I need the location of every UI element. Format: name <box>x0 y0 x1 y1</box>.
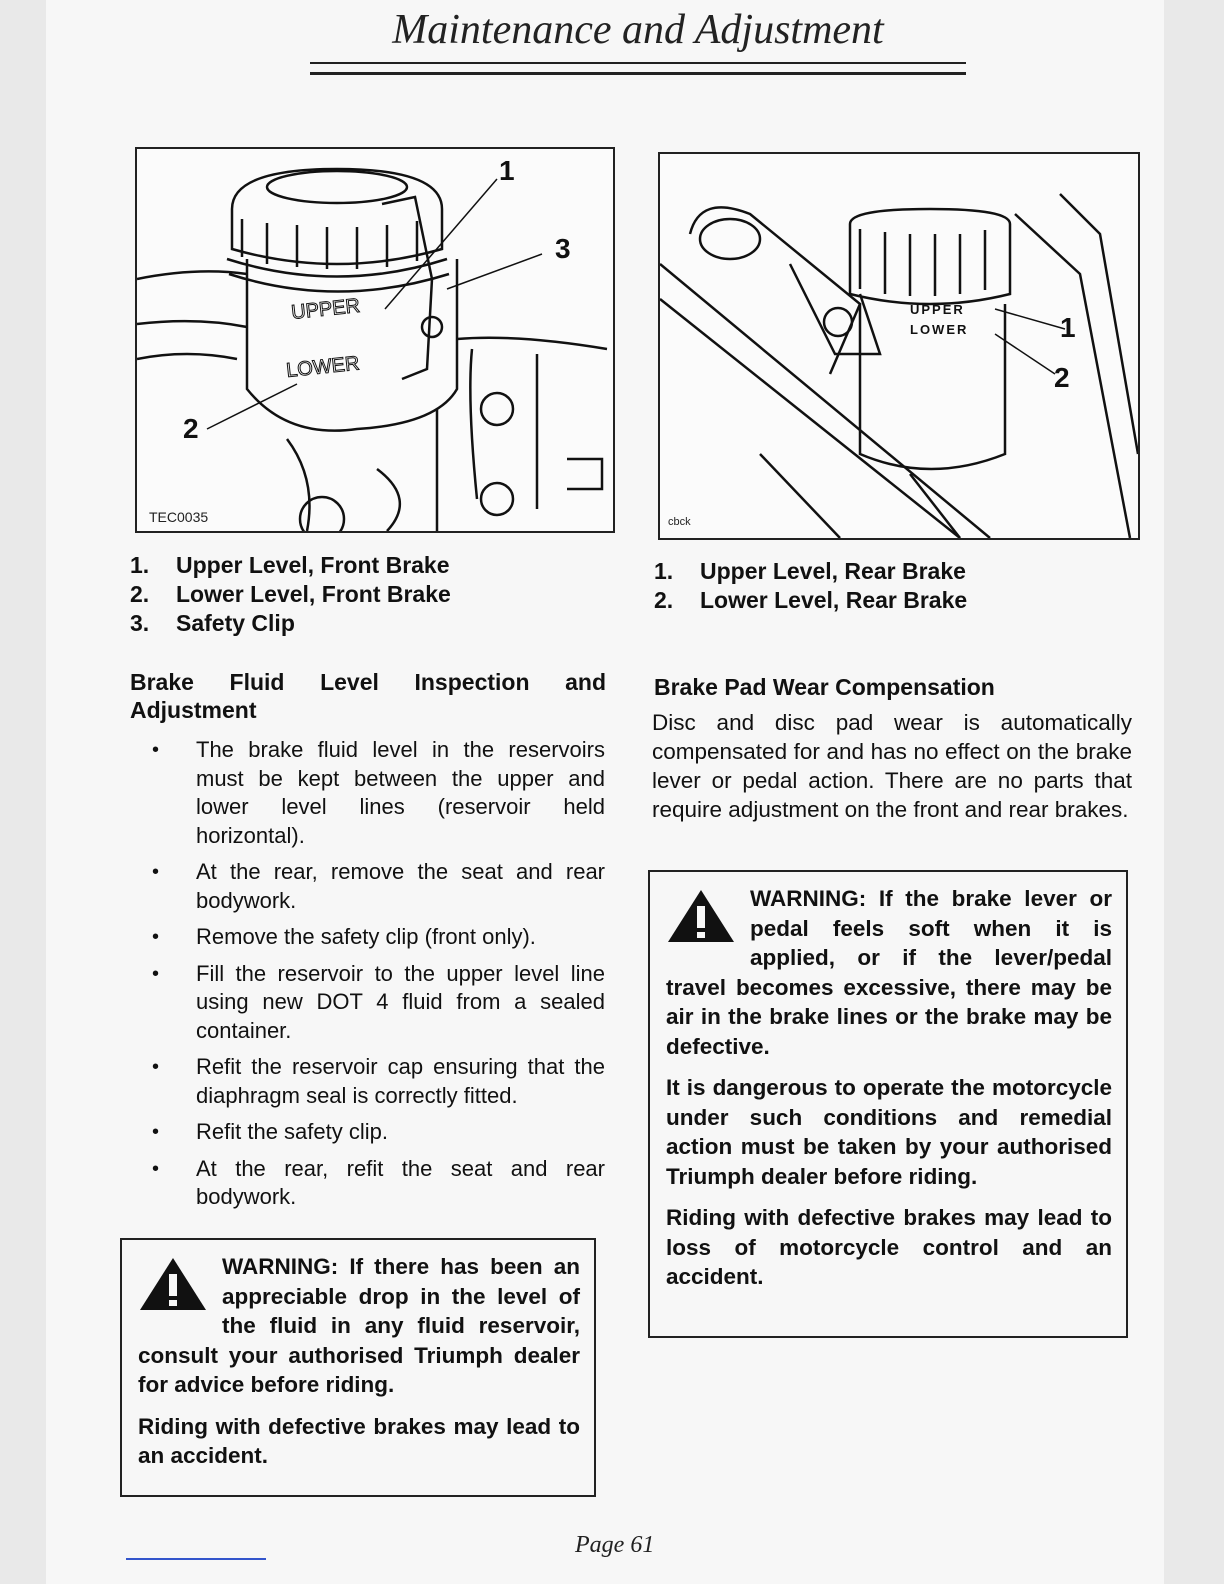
brake-fluid-heading: Brake Fluid Level Inspection and Adjustment <box>130 669 606 723</box>
warning-text: WARNING: If there has been an appreciable drop in the level of the fluid in any fluid reservoir, consult your authorised Triumph dealer for advice before riding. <box>138 1254 580 1397</box>
rear-reservoir-illustration <box>660 154 1138 538</box>
front-brake-reservoir-figure <box>135 147 615 533</box>
callout-3: 3 <box>555 233 571 264</box>
page-number: Page 61 <box>575 1532 655 1558</box>
front-upper-mark: UPPER <box>290 294 362 324</box>
brake-pad-body: Disc and disc pad wear is automatically compensated for and has no effect on the brake lever or pedal action. There are no parts that require adjustment on the front and rear brakes. <box>652 710 1132 822</box>
list-item: • Refit the reservoir cap ensuring that the diaphragm seal is correctly fitted. <box>150 1053 605 1110</box>
front-lower-mark: LOWER <box>285 352 361 382</box>
brake-fluid-steps <box>150 736 605 1220</box>
header-rule-bottom <box>310 72 966 75</box>
header-rule-top <box>310 62 966 64</box>
caption-item: 3. Safety Clip <box>130 610 295 636</box>
callout-2: 2 <box>183 413 199 444</box>
fluid-level-warning <box>120 1238 596 1497</box>
rear-figure-captions <box>654 557 967 615</box>
brake-pad-heading: Brake Pad Wear Compensation <box>654 674 995 700</box>
rear-callout-1: 1 <box>1060 312 1076 343</box>
warning-text: It is dangerous to operate the motorcycle under such conditions and remedial action must be taken by your authorised Triumph dealer before riding. <box>666 1075 1112 1189</box>
front-reservoir-illustration <box>137 149 613 531</box>
figure-code: cbck <box>668 516 691 528</box>
callout-1: 1 <box>499 155 515 186</box>
list-item: • Fill the reservoir to the upper level line using new DOT 4 fluid from a sealed container. <box>150 960 605 1046</box>
warning-text: Riding with defective brakes may lead to an accident. <box>138 1413 580 1468</box>
rear-callout-2: 2 <box>1054 362 1070 393</box>
list-item: • Remove the safety clip (front only). <box>150 923 605 952</box>
page-title: Maintenance and Adjustment <box>392 7 884 53</box>
caption-item: 1. Upper Level, Front Brake <box>130 552 450 578</box>
caption-item: 2. Lower Level, Front Brake <box>130 581 451 607</box>
front-figure-captions <box>130 551 451 638</box>
figure-code: TEC0035 <box>149 509 209 525</box>
warning-text: WARNING: If the brake lever or pedal feels soft when it is applied, or if the lever/pedal travel becomes excessive, there may be air in the brake lines or the brake may be defective. <box>666 886 1112 1059</box>
callout-line-2 <box>207 384 297 429</box>
warning-triangle-icon <box>666 888 736 944</box>
soft-brake-warning <box>648 870 1128 1338</box>
rear-upper-mark: UPPER <box>910 302 965 317</box>
list-item: • Refit the safety clip. <box>150 1118 605 1147</box>
rear-lower-mark: LOWER <box>910 322 969 337</box>
list-item: • The brake fluid level in the reservoirs must be kept between the upper and lower level lines (reservoir held horizontal). <box>150 736 605 850</box>
footer-link-underline <box>126 1558 266 1560</box>
callout-line-3 <box>447 254 542 289</box>
list-item: • At the rear, remove the seat and rear bodywork. <box>150 858 605 915</box>
list-item: • At the rear, refit the seat and rear bodywork. <box>150 1155 605 1212</box>
caption-item: 1. Upper Level, Rear Brake <box>654 558 966 584</box>
warning-triangle-icon <box>138 1256 208 1312</box>
rear-brake-reservoir-figure <box>658 152 1140 540</box>
caption-item: 2. Lower Level, Rear Brake <box>654 587 968 613</box>
warning-text: Riding with defective brakes may lead to loss of motorcycle control and an accident. <box>666 1205 1112 1289</box>
